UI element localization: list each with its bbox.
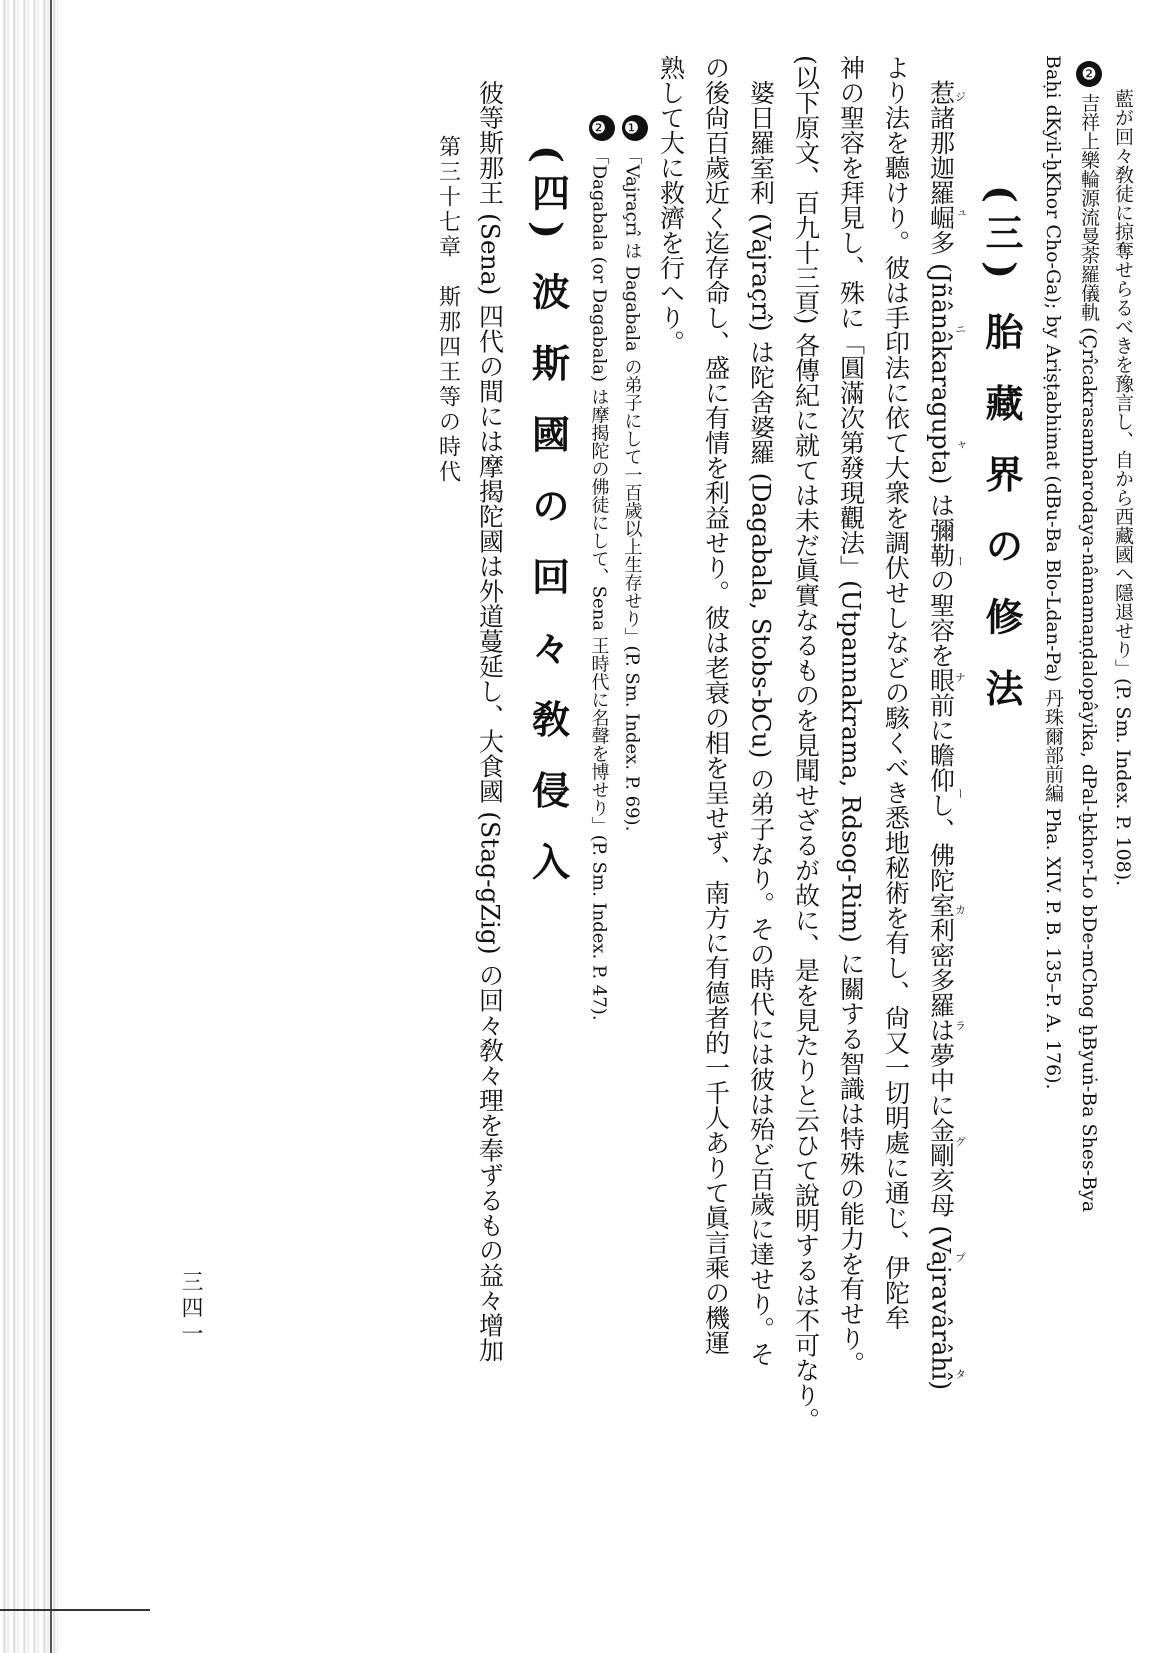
section-3-body [649, 55, 967, 1595]
body-line-7: 熟して大に救濟を行へり。 [656, 55, 686, 355]
section-heading-4: (四) 波 斯 國 の 回 々 敎 侵 入 [525, 145, 571, 891]
body-line-3: 神の聖容を拜見し、殊に「圓滿次第發現觀法」(Utpannakrama, Rdsog-Rim) に關する智識は特殊の能力を有せり。 [836, 55, 866, 1376]
footnote-marker-1: ❶ [622, 115, 648, 141]
section-4-line-1: 彼等斯那王 (Sena) 四代の間には摩揭陀國は外道蔓延し、大食國 (Stag-gZig) の回々敎々理を奉ずるもの益々增加 [475, 80, 505, 1363]
footnote-1-text: 「Vajraçrî は Dagabala の弟子にして一百歲以上生存せり」(P. Sm. Index. P. 69). [621, 146, 643, 832]
section-heading-3: (三) 胎 藏 界 の 修 法 [979, 185, 1024, 717]
name-ruby: 惹諸那迦羅崛多 (Jñânâkaragupta) は彌勒の聖容を眼前に瞻仰し、佛陀室利密多羅は夢中に金剛亥母 (Vajravârâhî)ジュニャーナーカラグプタ [926, 80, 967, 1391]
scan-rule [0, 1609, 150, 1611]
footnote-marker-2b: ❷ [589, 115, 615, 141]
footnote-2-line-2: Baḥi dKyil-ḫKhor Cho-Ga); by Ariṣṭabhimat (dBu-Ba Blo-Ldan-Pa) 丹珠爾部前編 Pha. XIV. P. B. 135–P. A. 176). [1042, 55, 1064, 1090]
running-footer: 第三十七章 斯那四王等の時代 [435, 135, 461, 485]
body-line-6: の後尙百歲近く迄存命し、盛に有情を利益せり。彼は老衰の相を呈せず、南方に有德者的一千人ありて眞言乘の機運 [701, 55, 731, 1355]
book-page [150, 55, 1140, 1595]
body-line-4: (以下原文、百九十三頁) 各傳紀に就ては未だ眞實なるものを見聞せざるが故に、是を見たりと云ひて說明するは不可なり。 [791, 55, 821, 1433]
footnote-marker-2: ❷ [1076, 61, 1102, 87]
body-line-2: より法を聽けり。彼は手印法に依て大衆を調伏せしなどの駭くべき悉地秘術を有し、尙又一切明處に通じ、伊陀牟 [881, 55, 911, 1330]
body-line-1 [919, 55, 967, 1595]
footnote-continuation: 藍が回々敎徒に掠奪せらるべきを豫言し、自から西藏國へ隱退せり」(P. Sm. Index. P. 108). [1112, 89, 1134, 887]
page-number: 三四一 [178, 1270, 203, 1348]
footnote-2b-text: 「Dagabala (or Dagabala) は摩揭陀の佛徒にして、Sena 王時代に名聲を博せり」(P. Sm. Index. P. 47). [588, 146, 610, 1021]
footnote-2-text: 吉祥上樂輪源流曼荼羅儀軌 (Çrîcakrasambarodaya-nâmamaṇḍalopâyika, dPal-ḫkhor-Lo bDe-mChog ḫByuṅ-Ba Shes-Bya [1078, 93, 1100, 1213]
footnote-2b [583, 55, 616, 1595]
footnote-2-line-1 [1070, 61, 1106, 1595]
footnote-1 [616, 55, 649, 1595]
binding-edge [0, 0, 58, 1653]
body-line-5: 婆日羅室利 (Vajraçrî) は陀舍婆羅 (Dagabala, Stobs-bCu) の弟子なり。その時代には彼は殆ど百歲に達せり。そ [746, 80, 776, 1367]
